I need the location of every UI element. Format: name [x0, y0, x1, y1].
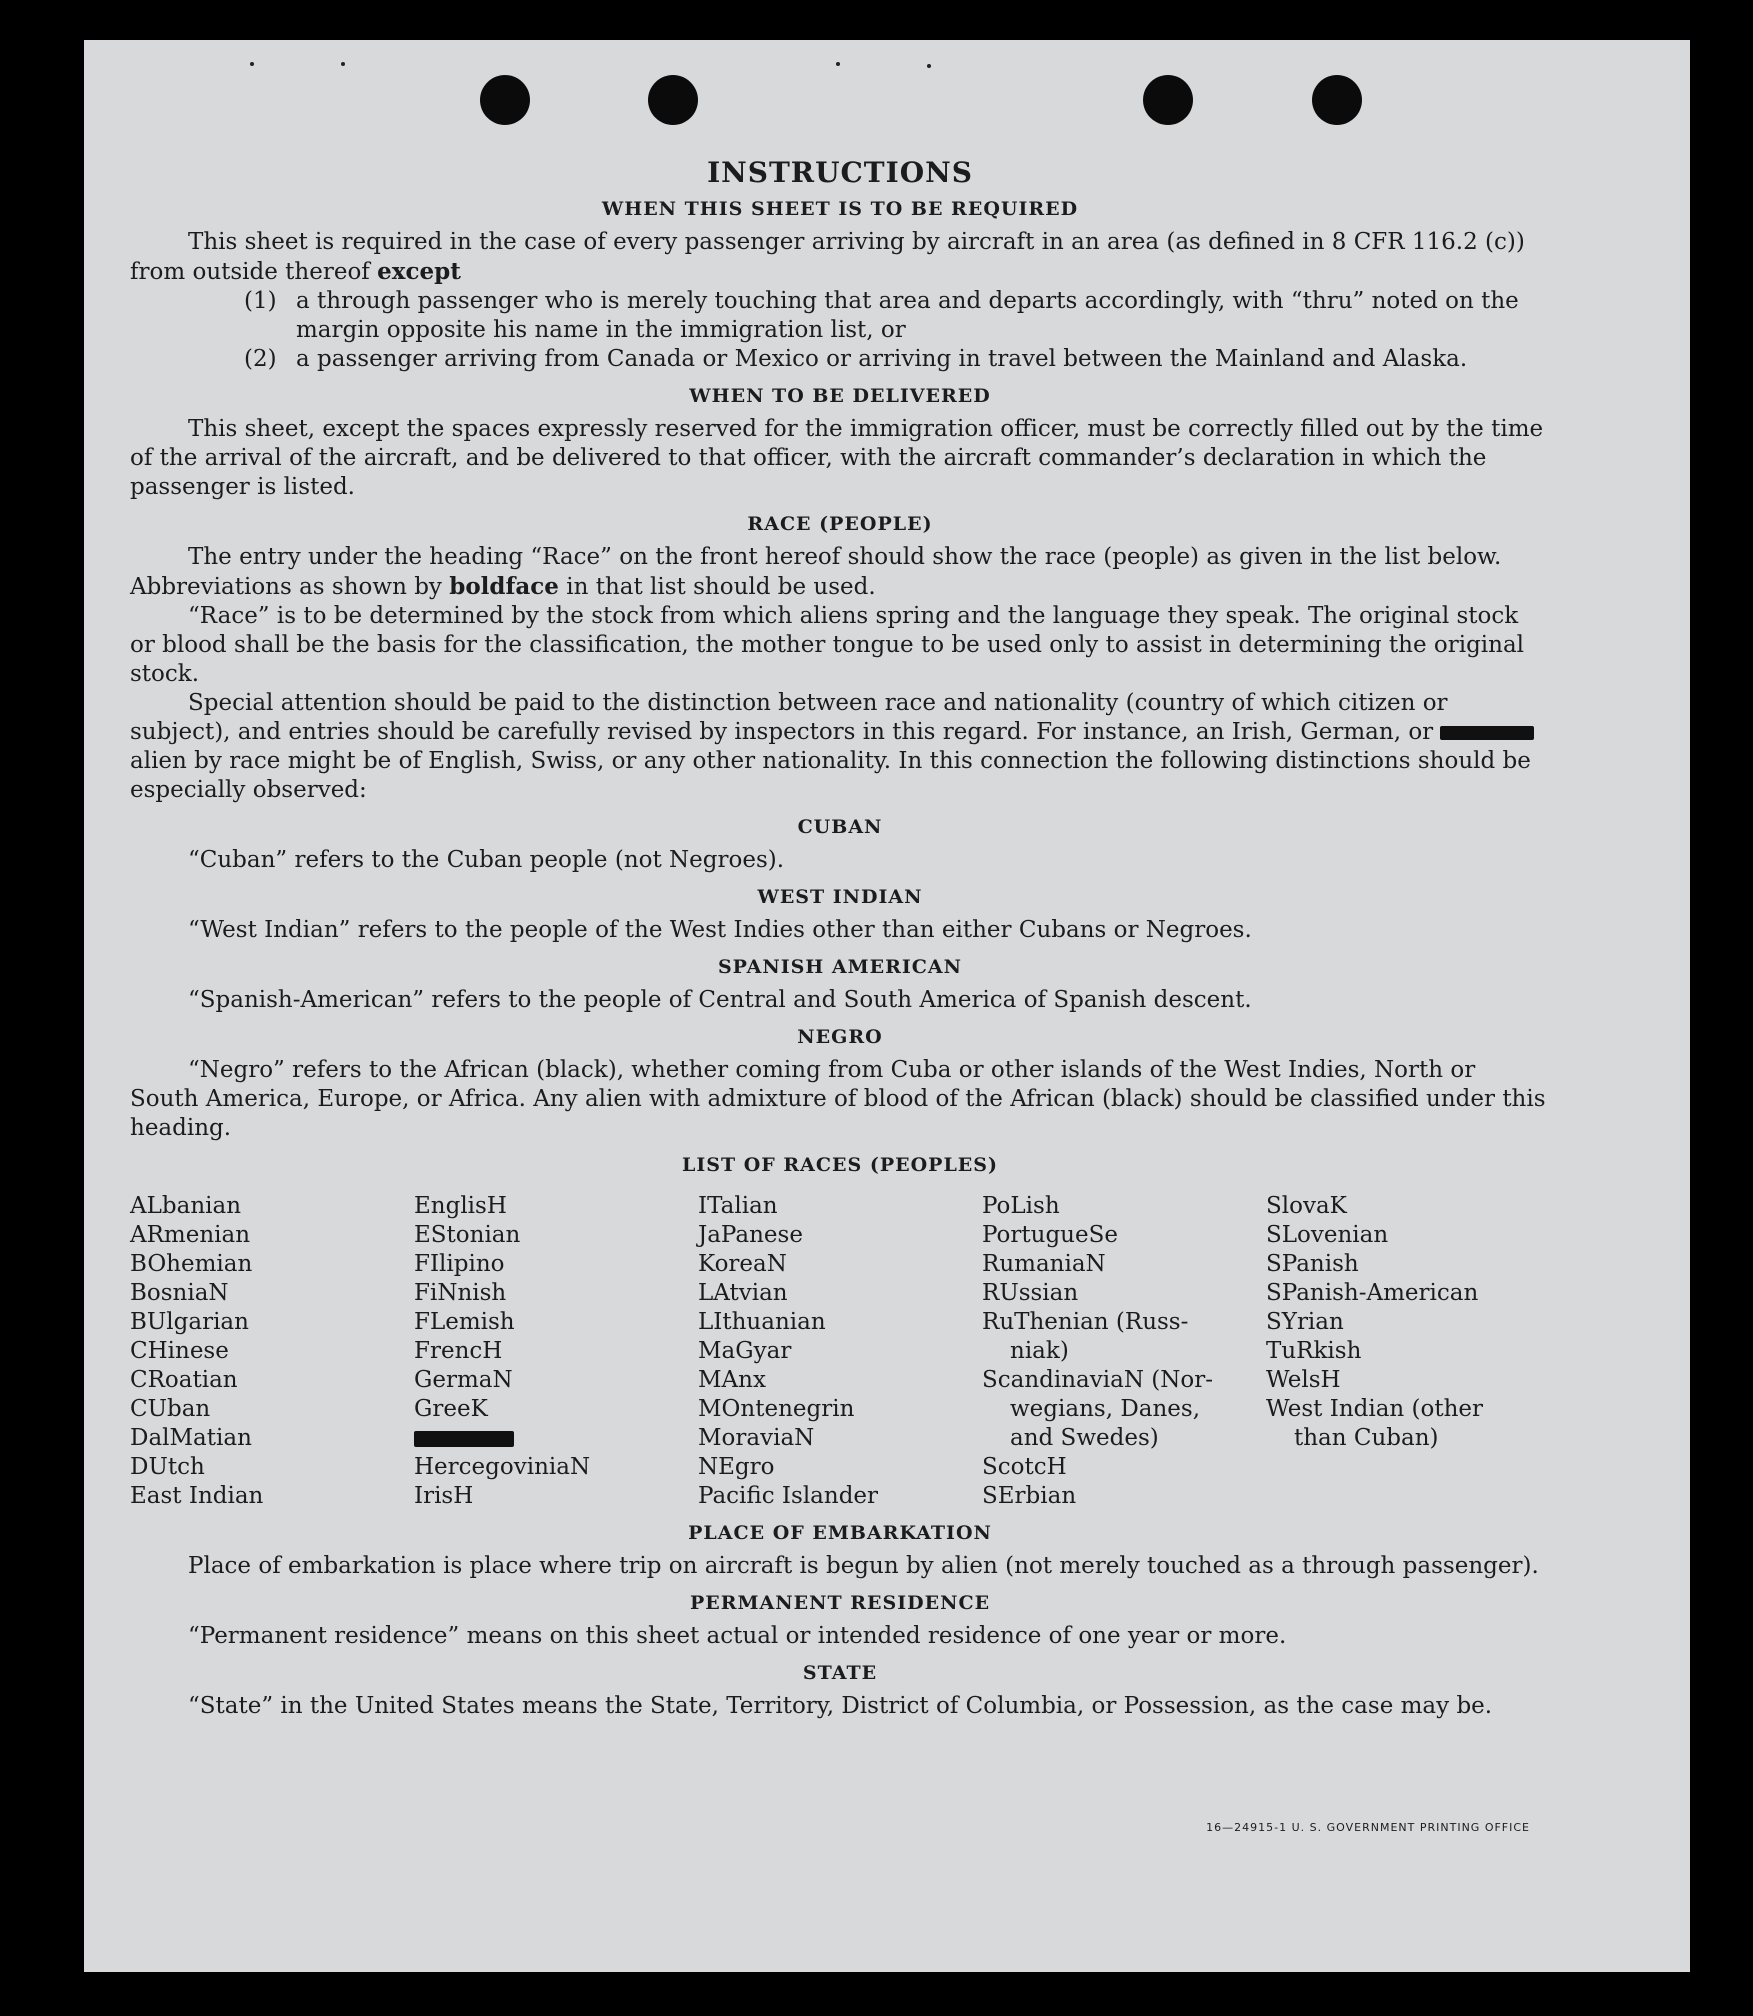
race-entry: East Indian: [130, 1483, 264, 1509]
print-code: 16—24915-1 U. S. GOVERNMENT PRINTING OFFICE: [1206, 1821, 1530, 1834]
section-heading: WEST INDIAN: [757, 886, 923, 908]
paragraph: Place of embarkation is place where trip on aircraft is begun by alien (not merely touched as a through passenger).: [188, 1553, 1539, 1579]
paragraph: “State” in the United States means the State, Territory, District of Columbia, or Possession, as the case may be.: [188, 1693, 1493, 1719]
redaction-mark: [414, 1431, 514, 1447]
race-entry: RumaniaN: [982, 1251, 1106, 1277]
race-entry: SErbian: [982, 1483, 1077, 1509]
race-entry: IrisH: [414, 1483, 474, 1509]
race-entry: ScandinaviaN (Nor-: [982, 1367, 1213, 1393]
race-entry: wegians, Danes,: [1010, 1396, 1201, 1422]
race-entry: JaPanese: [698, 1222, 803, 1248]
race-entry: DUtch: [130, 1454, 205, 1480]
race-entry: EnglisH: [414, 1193, 507, 1219]
race-entry: TuRkish: [1266, 1338, 1362, 1364]
document-sheet: [84, 40, 1690, 1972]
race-entry: SPanish-American: [1266, 1280, 1479, 1306]
section-heading: PLACE OF EMBARKATION: [688, 1522, 992, 1544]
paragraph-text: Special attention should be paid to the distinction between race and nationality (country of which citizen or subject), and entries should be carefully revised by inspectors in this regard. For instance, an Irish, German, or: [130, 690, 1448, 745]
race-column: [1266, 1192, 1550, 1511]
item-number: (1): [244, 288, 277, 314]
paragraph: This sheet, except the spaces expressly reserved for the immigration officer, must be correctly filled out by the time of the arrival of the aircraft, and be delivered to that officer, with the aircraft commander’s declaration in which the passenger is listed.: [130, 416, 1544, 500]
race-list: [130, 1192, 1550, 1511]
section-heading: PERMANENT RESIDENCE: [689, 1592, 991, 1614]
paragraph: [130, 689, 1550, 805]
paragraph: “Negro” refers to the African (black), whether coming from Cuba or other islands of the West Indies, North or South America, Europe, or Africa. Any alien with admixture of blood of the African (black) should be classified under this heading.: [130, 1057, 1546, 1141]
race-entry: SYrian: [1266, 1309, 1344, 1335]
race-entry: MaGyar: [698, 1338, 792, 1364]
race-entry: CHinese: [130, 1338, 229, 1364]
race-entry: PortugueSe: [982, 1222, 1118, 1248]
paragraph: “Spanish-American” refers to the people of Central and South America of Spanish descent.: [188, 987, 1252, 1013]
race-entry: MAnx: [698, 1367, 766, 1393]
race-entry: CUban: [130, 1396, 211, 1422]
race-entry: FIlipino: [414, 1251, 505, 1277]
race-entry-redacted: [414, 1424, 698, 1453]
paragraph-text: This sheet is required in the case of every passenger arriving by aircraft in an area (as defined in 8 CFR 116.2 (c)) from outside thereof: [130, 229, 1525, 285]
emphasis-text: except: [377, 258, 461, 285]
instructions-content: [130, 158, 1550, 1721]
section-heading: CUBAN: [797, 816, 883, 838]
race-entry: ALbanian: [130, 1193, 242, 1219]
race-entry: DalMatian: [130, 1425, 252, 1451]
race-entry: niak): [1010, 1338, 1069, 1364]
race-entry: EStonian: [414, 1222, 521, 1248]
race-entry: LIthuanian: [698, 1309, 826, 1335]
race-column: [982, 1192, 1266, 1511]
list-item: [244, 287, 1550, 345]
list-item: [244, 345, 1550, 374]
race-entry: GermaN: [414, 1367, 513, 1393]
speck: [341, 62, 345, 66]
race-entry: CRoatian: [130, 1367, 238, 1393]
race-entry: FiNnish: [414, 1280, 507, 1306]
race-entry: NEgro: [698, 1454, 775, 1480]
item-text: a passenger arriving from Canada or Mexico or arriving in travel between the Mainland and Alaska.: [296, 346, 1468, 372]
race-entry: PoLish: [982, 1193, 1060, 1219]
race-entry: BOhemian: [130, 1251, 253, 1277]
race-entry: KoreaN: [698, 1251, 787, 1277]
speck: [927, 64, 931, 68]
section-heading: STATE: [802, 1662, 878, 1684]
punch-hole: [648, 75, 698, 125]
paragraph: [130, 543, 1550, 602]
item-text: a through passenger who is merely touching that area and departs accordingly, with “thru” noted on the margin opposite his name in the immigration list, or: [296, 288, 1519, 343]
race-entry: BosniaN: [130, 1280, 229, 1306]
race-entry: FLemish: [414, 1309, 515, 1335]
race-entry: BUlgarian: [130, 1309, 249, 1335]
emphasis-text: boldface: [449, 573, 559, 600]
section-heading: LIST OF RACES (PEOPLES): [682, 1154, 998, 1176]
section-heading: RACE (PEOPLE): [747, 513, 933, 535]
race-entry: RuThenian (Russ-: [982, 1309, 1189, 1335]
redaction-mark: [1440, 726, 1534, 740]
race-entry: SlovaK: [1266, 1193, 1347, 1219]
paragraph-text: The entry under the heading “Race” on the front hereof should show the race (people) as given in the list below. Abbreviations as shown by: [130, 544, 1502, 600]
speck: [836, 62, 840, 66]
item-number: (2): [244, 346, 277, 372]
race-entry: GreeK: [414, 1396, 488, 1422]
race-entry: ARmenian: [130, 1222, 251, 1248]
paragraph-text: in that list should be used.: [566, 574, 876, 600]
race-entry: FrencH: [414, 1338, 503, 1364]
race-column: [698, 1192, 982, 1511]
race-entry: HercegoviniaN: [414, 1454, 591, 1480]
race-entry: ScotcH: [982, 1454, 1067, 1480]
section-heading: NEGRO: [797, 1026, 883, 1048]
section-heading: WHEN THIS SHEET IS TO BE REQUIRED: [601, 198, 1079, 220]
race-entry: West Indian (other: [1266, 1396, 1484, 1422]
race-entry: Pacific Islander: [698, 1483, 879, 1509]
punch-hole: [1312, 75, 1362, 125]
race-entry: RUssian: [982, 1280, 1079, 1306]
section-heading: WHEN TO BE DELIVERED: [689, 385, 991, 407]
speck: [250, 62, 254, 66]
paragraph: “Permanent residence” means on this sheet actual or intended residence of one year or more.: [188, 1623, 1287, 1649]
race-column: [414, 1192, 698, 1511]
race-entry: than Cuban): [1294, 1425, 1439, 1451]
race-entry: MOntenegrin: [698, 1396, 855, 1422]
punch-hole: [1143, 75, 1193, 125]
punch-hole: [480, 75, 530, 125]
paragraph: [130, 228, 1550, 287]
race-entry: and Swedes): [1010, 1425, 1159, 1451]
paragraph: “West Indian” refers to the people of the West Indies other than either Cubans or Negroes.: [188, 917, 1252, 943]
race-entry: LAtvian: [698, 1280, 788, 1306]
race-entry: WelsH: [1266, 1367, 1341, 1393]
race-entry: SPanish: [1266, 1251, 1359, 1277]
page-title: INSTRUCTIONS: [707, 156, 973, 189]
paragraph: “Cuban” refers to the Cuban people (not Negroes).: [188, 847, 785, 873]
race-entry: MoraviaN: [698, 1425, 815, 1451]
race-entry: SLovenian: [1266, 1222, 1389, 1248]
race-column: [130, 1192, 414, 1511]
section-heading: SPANISH AMERICAN: [717, 956, 963, 978]
paragraph: “Race” is to be determined by the stock from which aliens spring and the language they speak. The original stock or blood shall be the basis for the classification, the mother tongue to be used only to assist in determining the original stock.: [130, 603, 1525, 687]
paragraph-text: alien by race might be of English, Swiss, or any other nationality. In this connection the following distinctions should be especially observed:: [130, 748, 1531, 803]
race-entry: ITalian: [698, 1193, 778, 1219]
